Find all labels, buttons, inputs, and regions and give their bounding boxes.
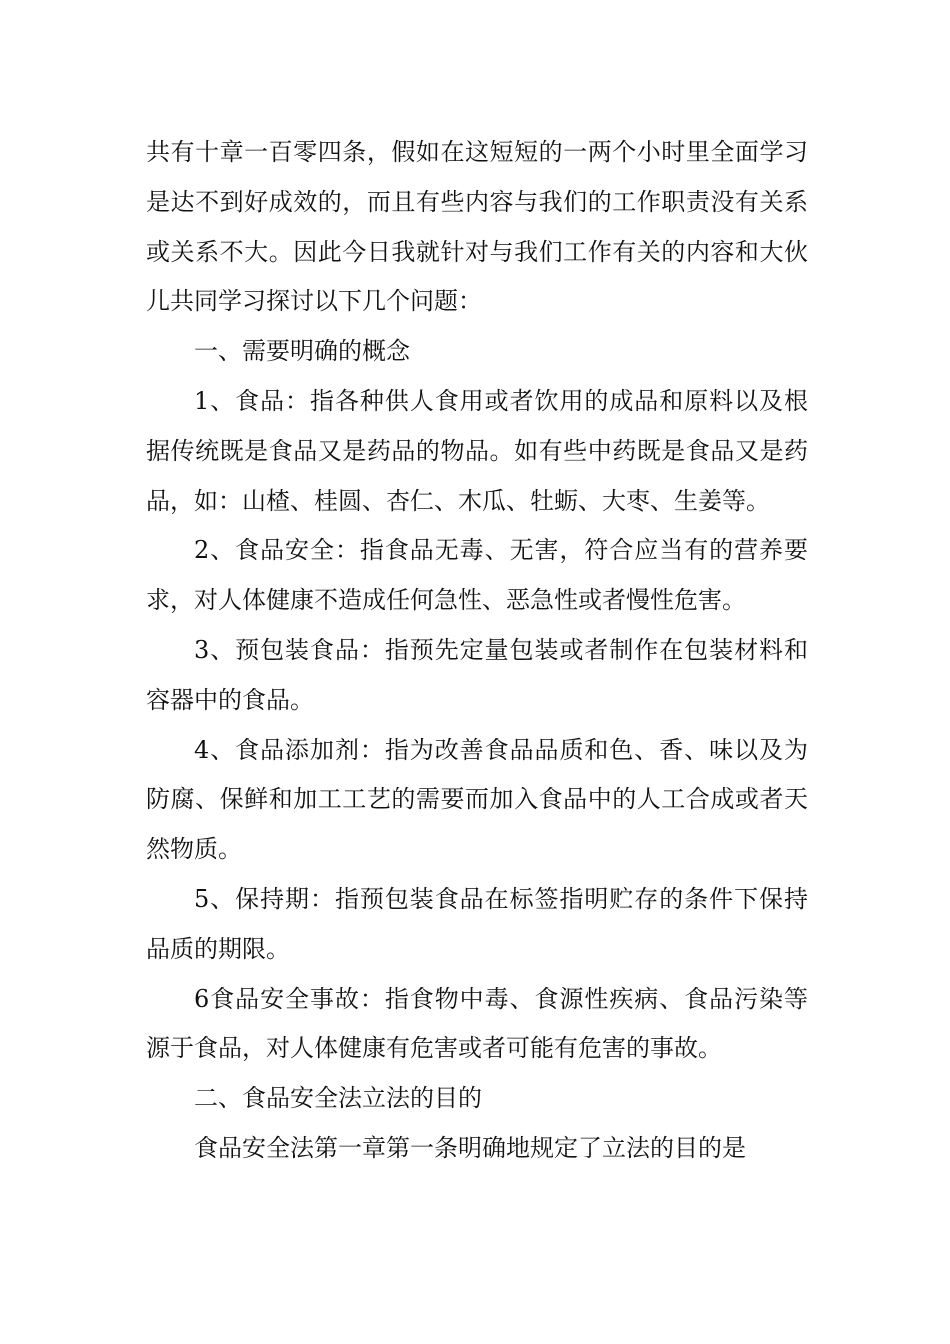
section-heading-legislative-purpose: 二、食品安全法立法的目的 — [194, 1084, 482, 1113]
paragraph-definition-food: 1、食品：指各种供人食用或者饮用的成品和原料以及根据传统既是食品又是药品的物品。如有些中药既是食品又是药品，如：山楂、桂圆、杏仁、木瓜、牡蛎、大枣、生姜等。 — [146, 386, 808, 515]
document-body — [146, 128, 808, 1174]
paragraph-intro: 共有十章一百零四条，假如在这短短的一两个小时里全面学习是达不到好成效的，而且有些内容与我们的工作职责没有关系或关系不大。因此今日我就针对与我们工作有关的内容和大伙儿共同学习探讨以下几个问题： — [146, 138, 808, 316]
paragraph-definition-prepackaged-food: 3、预包装食品：指预先定量包装或者制作在包装材料和容器中的食品。 — [146, 635, 808, 714]
paragraph-definition-shelf-life: 5、保持期：指预包装食品在标签指明贮存的条件下保持品质的期限。 — [146, 884, 808, 963]
section-heading-concepts: 一、需要明确的概念 — [194, 337, 410, 366]
paragraph-legislative-purpose: 食品安全法第一章第一条明确地规定了立法的目的是 — [194, 1133, 746, 1162]
paragraph-definition-food-additive: 4、食品添加剂：指为改善食品品质和色、香、味以及为防腐、保鲜和加工工艺的需要而加入食品中的人工合成或者天然物质。 — [146, 735, 808, 864]
paragraph-definition-food-safety: 2、食品安全：指食品无毒、无害，符合应当有的营养要求，对人体健康不造成任何急性、恶急性或者慢性危害。 — [146, 536, 808, 615]
paragraph-definition-food-safety-incident: 6食品安全事故：指食物中毒、食源性疾病、食品污染等源于食品，对人体健康有危害或者可能有危害的事故。 — [146, 984, 808, 1063]
